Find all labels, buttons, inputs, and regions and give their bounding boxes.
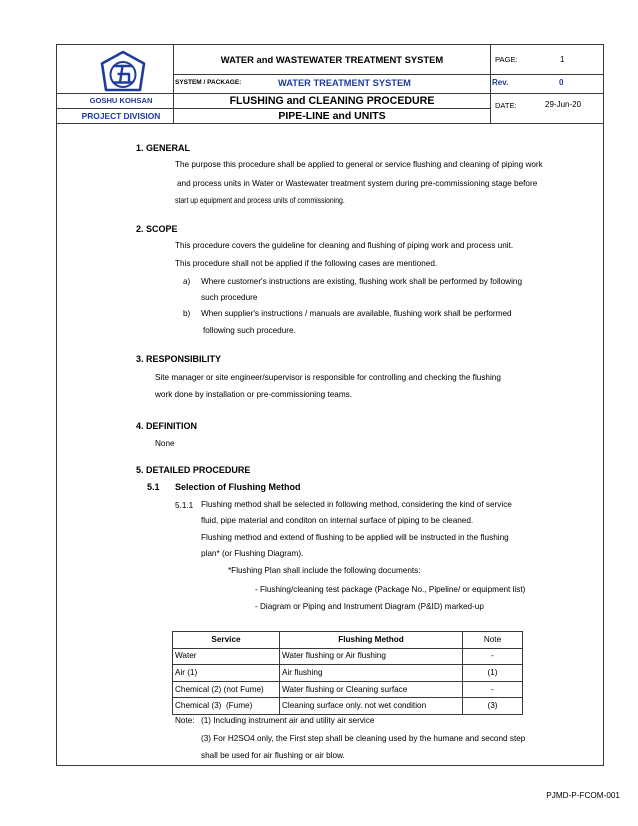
scope-item-marker: a) [183, 277, 191, 286]
division-name: PROJECT DIVISION [56, 108, 174, 124]
table-cell-note: (1) [463, 665, 523, 682]
section-heading-responsibility: 3. RESPONSIBILITY [136, 354, 222, 364]
system-title: WATER and WASTEWATER TREATMENT SYSTEM [173, 44, 491, 75]
page-cell [490, 44, 604, 75]
table-cell-service: Water [173, 648, 280, 665]
clause-number: 5.1.1 [175, 501, 194, 510]
table-cell-service: Chemical (3) (Fume) [173, 698, 280, 715]
scope-item-line: When supplier's instructions / manuals are available, flushing work shall be performed [201, 309, 512, 318]
clause-line: Flushing method shall be selected in following method, considering the kind of service [201, 500, 512, 509]
note-line: (3) For H2SO4 only, the First step shall be cleaning used by the humane and second step [201, 734, 526, 743]
general-line: start up equipment and process units of commissioning. [175, 196, 345, 205]
clause-line: fluid, pipe material and conditon on internal surface of piping to be cleaned. [201, 516, 474, 525]
scope-line: This procedure shall not be applied if the following cases are mentioned. [175, 259, 438, 268]
table-header-flushing-method: Flushing Method [280, 632, 463, 649]
date-label: DATE: [495, 101, 517, 110]
table-cell-flushing-method: Air flushing [280, 665, 463, 682]
system-package-value: WATER TREATMENT SYSTEM [278, 78, 411, 88]
clause-line: Flushing method and extend of flushing to be applied will be instructed in the flushing [201, 533, 509, 542]
scope-item-line: Where customer's instructions are existing, flushing work shall be performed by following [201, 277, 523, 286]
document-code: PJMD-P-FCOM-001 [546, 791, 620, 800]
goshu-kohsan-logo-icon [100, 50, 146, 92]
general-line: and process units in Water or Wastewater treatment system during pre-commissioning stage before [177, 179, 538, 188]
definition-line: None [155, 439, 175, 448]
flushing-plan-item: - Flushing/cleaning test package (Package No., Pipeline/ or equipment list) [255, 585, 526, 594]
system-package-label: SYSTEM / PACKAGE: [175, 79, 242, 86]
notes-label: Note: [175, 716, 195, 725]
table-header-note: Note [463, 632, 523, 649]
table-cell-flushing-method: Cleaning surface only. not wet condition [280, 698, 463, 715]
page-number: 1 [560, 55, 565, 64]
section-heading-definition: 4. DEFINITION [136, 421, 198, 431]
revision-cell [490, 74, 604, 94]
procedure-title: FLUSHING and CLEANING PROCEDURE [173, 93, 491, 109]
table-cell-flushing-method: Water flushing or Air flushing [280, 648, 463, 665]
date-cell [490, 93, 604, 124]
subsection-title: Selection of Flushing Method [175, 482, 301, 492]
section-heading-scope: 2. SCOPE [136, 224, 178, 234]
revision-label: Rev. [492, 78, 509, 87]
responsibility-line: work done by installation or pre-commissioning teams. [155, 390, 353, 399]
scope-item-line: following such procedure. [203, 326, 296, 335]
scope-item-line: such procedure [201, 293, 258, 302]
table-cell-note: - [463, 681, 523, 698]
section-heading-general: 1. GENERAL [136, 143, 191, 153]
section-heading-detailed-procedure: 5. DETAILED PROCEDURE [136, 465, 251, 475]
table-cell-service: Chemical (2) (not Fume) [173, 681, 280, 698]
logo-cell [56, 44, 174, 94]
flushing-plan-item: - Diagram or Piping and Instrument Diagram (P&ID) marked-up [255, 602, 484, 611]
date-value: 29-Jun-20 [545, 100, 582, 109]
table-header-service: Service [173, 632, 280, 649]
note-line: shall be used for air flushing or air blow. [201, 751, 345, 760]
flushing-method-table [172, 631, 523, 715]
table-header-row [173, 632, 523, 649]
procedure-subtitle: PIPE-LINE and UNITS [173, 108, 491, 124]
page-label: PAGE: [495, 55, 518, 64]
table-row [173, 681, 523, 698]
table-row [173, 698, 523, 715]
table-row [173, 648, 523, 665]
revision-number: 0 [559, 78, 564, 87]
clause-line: plan* (or Flushing Diagram). [201, 549, 304, 558]
scope-item-marker: b) [183, 309, 191, 318]
scope-line: This procedure covers the guideline for cleaning and flushing of piping work and process unit. [175, 241, 514, 250]
note-line: (1) Including instrument air and utility air service [201, 716, 375, 725]
system-package-cell [173, 74, 491, 94]
subsection-number: 5.1 [147, 482, 160, 492]
company-name: GOSHU KOHSAN [56, 93, 174, 109]
responsibility-line: Site manager or site engineer/supervisor is responsible for controlling and checking the flushing [155, 373, 501, 382]
table-cell-note: - [463, 648, 523, 665]
flushing-plan-intro: *Flushing Plan shall include the following documents: [228, 566, 421, 575]
table-row [173, 665, 523, 682]
table-cell-note: (3) [463, 698, 523, 715]
general-line: The purpose this procedure shall be applied to general or service flushing and cleaning of piping work [175, 160, 543, 169]
table-cell-flushing-method: Water flushing or Cleaning surface [280, 681, 463, 698]
table-cell-service: Air (1) [173, 665, 280, 682]
